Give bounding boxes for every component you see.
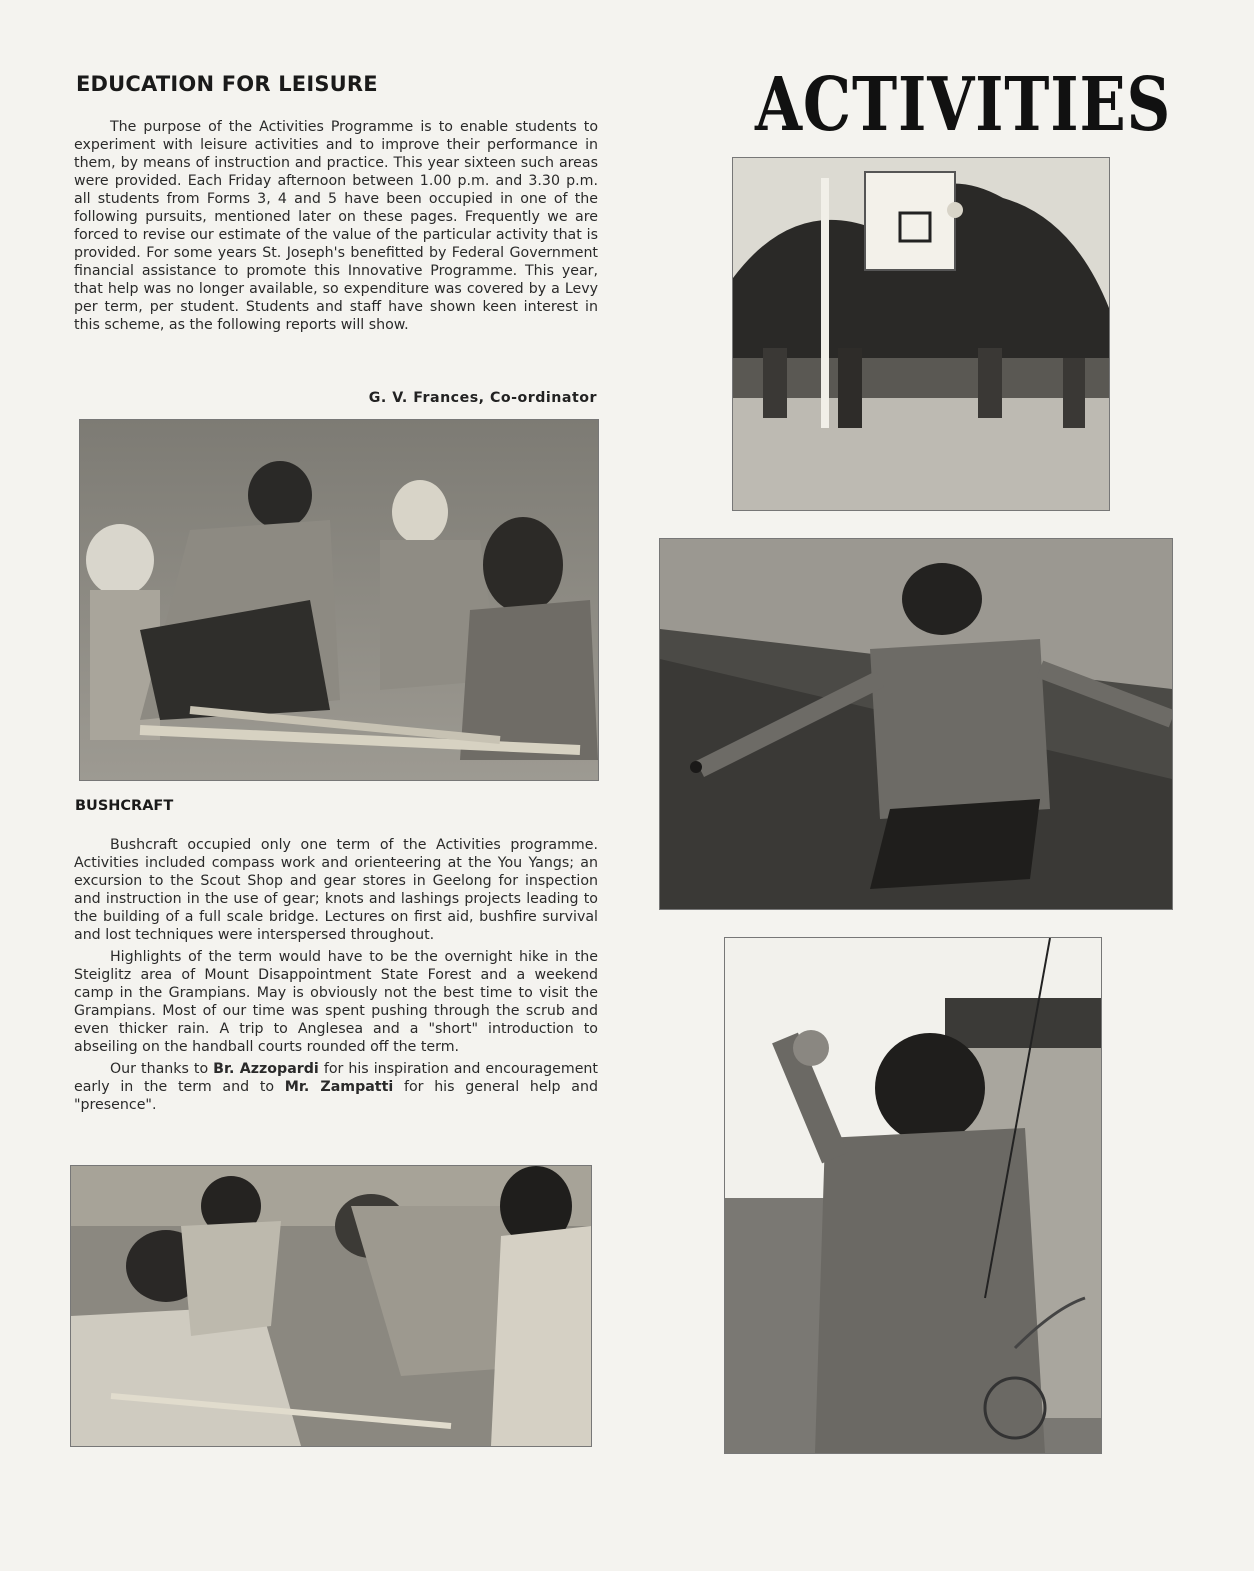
bushcraft-lashing-photo xyxy=(70,1165,592,1447)
intro-paragraph: The purpose of the Activities Programme is to enable students to experiment with leisure activities and to improve their performance in them, by means of instruction and practice. This year sixteen such areas were provided. Each Friday afternoon between 1.00 p.m. and 3.30 p.m. all students from Forms 3, 4 and 5 have been occupied in one of the following pursuits, mentioned later on these pages. Frequently we are forced to revise our estimate of the value of the particular activity that is provided. For some years St. Joseph's benefitted by Federal Government financial assistance to promote this Innovative Programme. This year, that help was no longer available, so expenditure was covered by a Levy per term, per student. Students and staff have shown keen interest in this scheme, as the following reports will show. xyxy=(74,119,598,333)
fishing-photo xyxy=(724,937,1102,1454)
bushcraft-group-photo xyxy=(79,419,599,781)
bushcraft-body xyxy=(74,836,598,1114)
bushcraft-paragraph-2: Highlights of the term would have to be the overnight hike in the Steiglitz area of Mount Disappointment State Forest and a weekend camp in the Grampians. May is obviously not the best time to visit the Grampians. Most of our time was spent pushing through the scrub and even thicker rain. A trip to Anglesea and a "short" introduction to abseiling on the handball courts rounded off the term. xyxy=(74,949,598,1055)
bushcraft-thanks xyxy=(74,1060,598,1114)
section-heading: EDUCATION FOR LEISURE xyxy=(76,72,378,96)
coordinator-signature: G. V. Frances, Co-ordinator xyxy=(368,390,597,406)
bushcraft-paragraph-1: Bushcraft occupied only one term of the Activities programme. Activities included compass work and orienteering at the You Yangs; an excursion to the Scout Shop and gear stores in Geelong for inspection and instruction in the use of gear; knots and lashings projects leading to the building of a full scale bridge. Lectures on first aid, bushfire survival and lost techniques were interspersed throughout. xyxy=(74,837,598,943)
thanks-suffix: for his general help and "presence". xyxy=(74,1079,598,1113)
thanks-name-2: Mr. Zampatti xyxy=(284,1079,394,1095)
thanks-name-1: Br. Azzopardi xyxy=(213,1061,319,1077)
thanks-middle: for his inspiration and encouragement early in the term and to xyxy=(74,1061,598,1095)
intro-block xyxy=(74,118,598,334)
page-title: ACTIVITIES xyxy=(755,62,1172,148)
gym-throw-photo xyxy=(659,538,1173,910)
basketball-photo xyxy=(732,157,1110,511)
bushcraft-heading: BUSHCRAFT xyxy=(75,798,174,814)
thanks-prefix: Our thanks to xyxy=(110,1061,214,1077)
